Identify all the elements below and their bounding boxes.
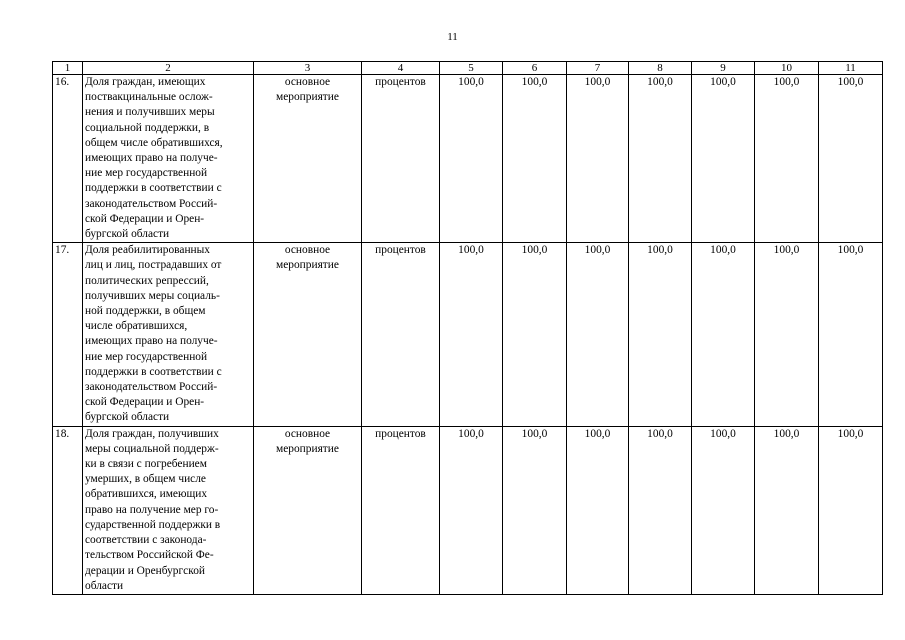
value-cell: 100,0 bbox=[755, 75, 819, 243]
column-header-9: 9 bbox=[692, 62, 755, 75]
value-cell: 100,0 bbox=[819, 75, 883, 243]
column-header-11: 11 bbox=[819, 62, 883, 75]
unit-of-measure: процентов bbox=[362, 243, 440, 426]
value-cell: 100,0 bbox=[503, 426, 567, 594]
indicators-table bbox=[52, 61, 883, 595]
value-cell: 100,0 bbox=[819, 243, 883, 426]
value-cell: 100,0 bbox=[503, 75, 567, 243]
header-row bbox=[53, 62, 883, 75]
indicator-type: основное мероприятие bbox=[254, 75, 362, 243]
column-header-2: 2 bbox=[83, 62, 254, 75]
unit-of-measure: процентов bbox=[362, 75, 440, 243]
value-cell: 100,0 bbox=[692, 243, 755, 426]
table-row bbox=[53, 426, 883, 594]
column-header-7: 7 bbox=[567, 62, 629, 75]
value-cell: 100,0 bbox=[629, 243, 692, 426]
row-number: 17. bbox=[53, 243, 83, 426]
column-header-5: 5 bbox=[440, 62, 503, 75]
indicator-name: Доля реабилитированных лиц и лиц, пострадавших от политических репрессий, получивших меры социаль- ной поддержки, в общем числе обратившихся, имеющих право на получе- ние мер государственной поддержки в соответствии с законодательством Россий- ской Федерации и Орен- бургской области bbox=[83, 243, 254, 426]
column-header-1: 1 bbox=[53, 62, 83, 75]
column-header-8: 8 bbox=[629, 62, 692, 75]
indicator-name: Доля граждан, имеющих поствакцинальные ослож- нения и получивших меры социальной поддержки, в общем числе обратившихся, имеющих право на получе- ние мер государственной поддержки в соответствии с законодательством Россий- ской Федерации и Орен- бургской области bbox=[83, 75, 254, 243]
value-cell: 100,0 bbox=[629, 426, 692, 594]
value-cell: 100,0 bbox=[819, 426, 883, 594]
value-cell: 100,0 bbox=[567, 75, 629, 243]
indicator-name: Доля граждан, получивших меры социальной поддерж- ки в связи с погребением умерших, в общем числе обратившихся, имеющих право на получение мер го- сударственной поддержки в соответствии с законода- тельством Российской Фе- дерации и Оренбургской области bbox=[83, 426, 254, 594]
value-cell: 100,0 bbox=[503, 243, 567, 426]
row-number: 18. bbox=[53, 426, 83, 594]
table-row bbox=[53, 243, 883, 426]
column-header-10: 10 bbox=[755, 62, 819, 75]
table-row bbox=[53, 75, 883, 243]
page-number: 11 bbox=[447, 31, 458, 43]
column-header-3: 3 bbox=[254, 62, 362, 75]
value-cell: 100,0 bbox=[440, 426, 503, 594]
value-cell: 100,0 bbox=[692, 426, 755, 594]
column-header-4: 4 bbox=[362, 62, 440, 75]
column-header-6: 6 bbox=[503, 62, 567, 75]
value-cell: 100,0 bbox=[755, 243, 819, 426]
value-cell: 100,0 bbox=[567, 426, 629, 594]
row-number: 16. bbox=[53, 75, 83, 243]
value-cell: 100,0 bbox=[692, 75, 755, 243]
value-cell: 100,0 bbox=[755, 426, 819, 594]
value-cell: 100,0 bbox=[567, 243, 629, 426]
unit-of-measure: процентов bbox=[362, 426, 440, 594]
value-cell: 100,0 bbox=[440, 243, 503, 426]
indicator-type: основное мероприятие bbox=[254, 426, 362, 594]
value-cell: 100,0 bbox=[440, 75, 503, 243]
value-cell: 100,0 bbox=[629, 75, 692, 243]
indicator-type: основное мероприятие bbox=[254, 243, 362, 426]
